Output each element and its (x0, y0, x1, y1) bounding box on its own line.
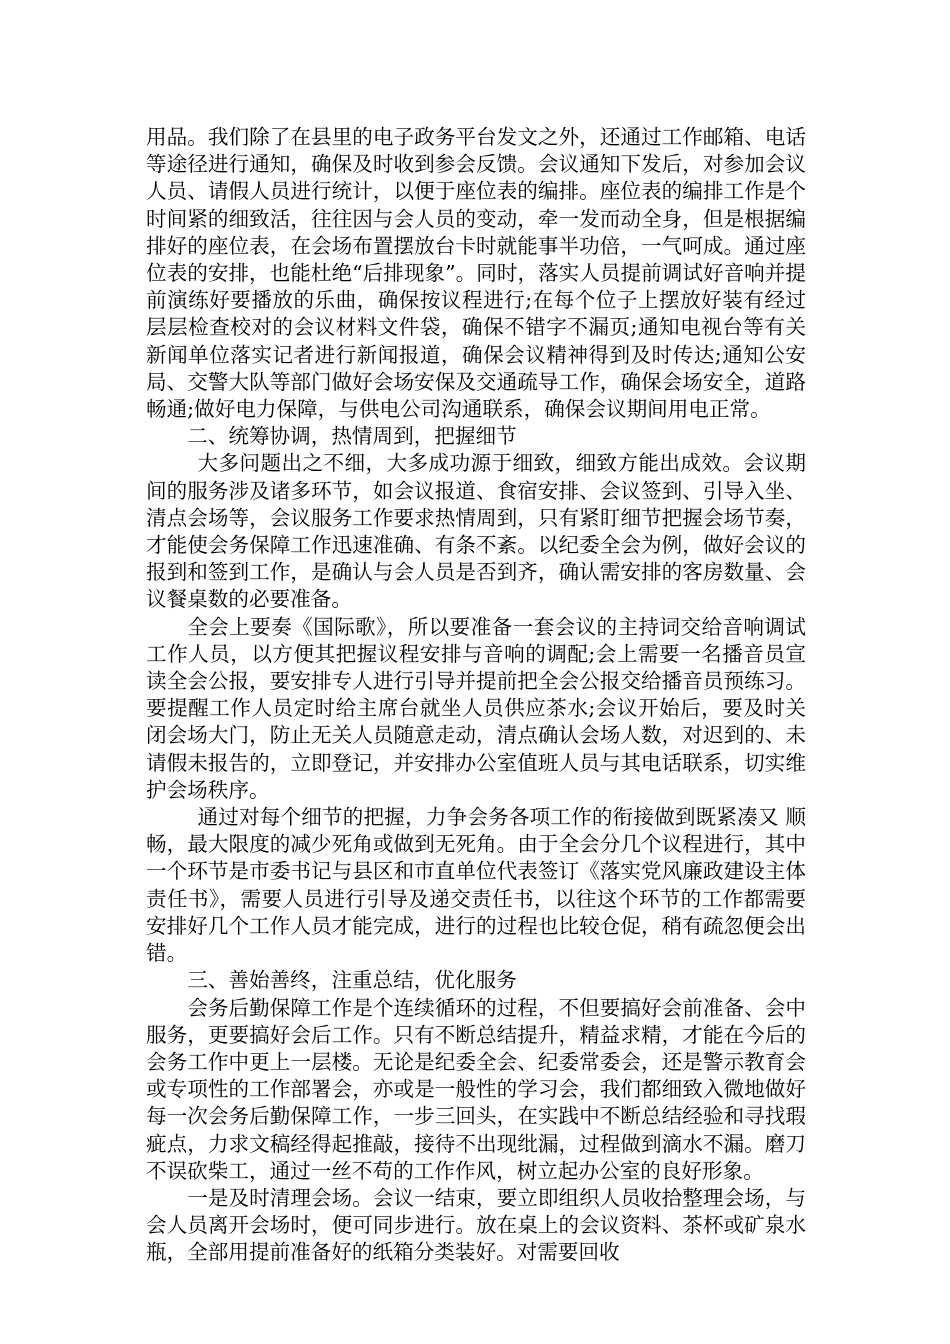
paragraph-continuation: 用品。我们除了在县里的电子政务平台发文之外，还通过工作邮箱、电话等途径进行通知，确保及时收到参会反馈。会议通知下发后，对参加会议人员、请假人员进行统计，以便于座位表的编排。座位表的编排工作是个时间紧的细致活，往往因与会人员的变动，牵一发而动全身，但是根据编排好的座位表，在会场布置摆放台卡时就能事半功倍，一气呵成。通过座位表的安排，也能杜绝“后排现象”。同时，落实人员提前调试好音响并提前演练好要播放的乐曲，确保按议程进行;在每个位子上摆放好装有经过层层检查校对的会议材料文件袋，确保不错字不漏页;通知电视台等有关新闻单位落实记者进行新闻报道，确保会议精神得到及时传达;通知公安局、交警大队等部门做好会场安保及交通疏导工作，确保会场安全，道路畅通;做好电力保障，与供电公司沟通联系，确保会议期间用电正常。 (146, 125, 806, 422)
section-heading-two: 二、统筹协调，热情周到，把握细节 (187, 424, 517, 449)
paragraph-coordination: 通过对每个细节的把握，力争会务各项工作的衔接做到既紧凑又 顺畅，最大限度的减少死角或做到无死角。由于全会分几个议程进行，其中一个环节是市委书记与县区和市直单位代表签订《落实党风廉政建设主体责任书》，需要人员进行引导及递交责任书，以往这个环节的工作都需要安排好几个工作人员才能完成，进行的过程也比较仓促，稍有疏忽便会出错。 (146, 805, 806, 966)
paragraph-summary: 会务后勤保障工作是个连续循环的过程，不但要搞好会前准备、会中服务，更要搞好会后工作。只有不断总结提升，精益求精，才能在今后的会务工作中更上一层楼。无论是纪委全会、纪委常委会，还是警示教育会或专项性的工作部署会，亦或是一般性的学习会，我们都细致入微地做好每一次会务后勤保障工作，一步三回头，在实践中不断总结经验和寻找瑕疵点，力求文稿经得起推敲，接待不出现纰漏，过程做到滴水不漏。磨刀不误砍柴工，通过一丝不苟的工作作风，树立起办公室的良好形象。 (146, 995, 806, 1183)
section-heading-three: 三、善始善终，注重总结，优化服务 (187, 968, 517, 993)
document-page (146, 124, 806, 1267)
paragraph-cleanup: 一是及时清理会场。会议一结束，要立即组织人员收拾整理会场，与会人员离开会场时，便可同步进行。放在桌上的会议资料、茶杯或矿泉水瓶，全部用提前准备好的纸箱分类装好。对需要回收 (146, 1185, 806, 1265)
paragraph-plenary: 全会上要奏《国际歌》，所以要准备一套会议的主持词交给音响调试工作人员，以方便其把握议程安排与音响的调配;会上需要一名播音员宣读全会公报，要安排专人进行引导并提前把全会公报交给播音员预练习。要提醒工作人员定时给主席台就坐人员供应茶水;会议开始后，要及时关闭会场大门，防止无关人员随意走动，清点确认会场人数，对迟到的、未请假未报告的，立即登记，并安排办公室值班人员与其电话联系，切实维护会场秩序。 (146, 614, 806, 802)
paragraph-details: 大多问题出之不细，大多成功源于细致，细致方能出成效。会议期间的服务涉及诸多环节，如会议报道、食宿安排、会议签到、引导入坐、清点会场等，会议服务工作要求热情周到，只有紧盯细节把握会场节奏，才能使会务保障工作迅速准确、有条不紊。以纪委全会为例，做好会议的报到和签到工作，是确认与会人员是否到齐，确认需安排的客房数量、会议餐桌数的必要准备。 (146, 451, 806, 612)
